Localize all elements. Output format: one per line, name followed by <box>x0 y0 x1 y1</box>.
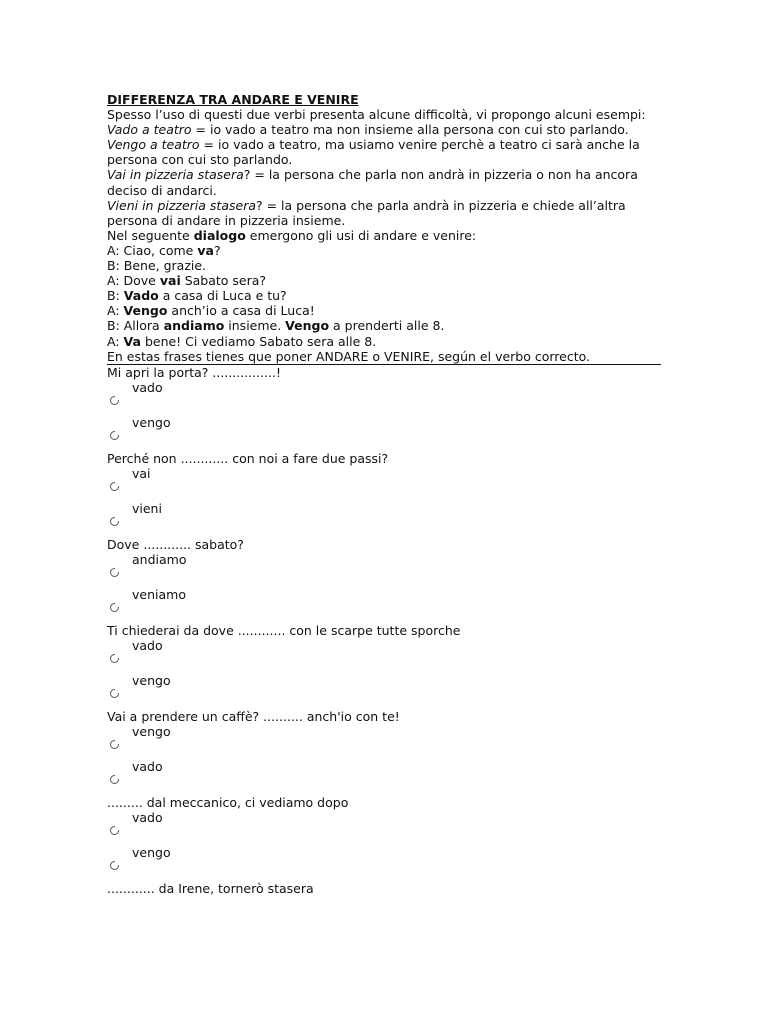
dialog-section <box>107 243 667 349</box>
radio-button[interactable] <box>110 775 119 784</box>
example-line <box>107 122 667 137</box>
dialog-verb: Vengo <box>285 318 330 334</box>
page-title: DIFFERENZA TRA ANDARE E VENIRE <box>107 92 359 107</box>
dialog-line <box>107 288 667 303</box>
dialog-text: a prenderti alle 8. <box>329 318 445 334</box>
example-line: persona di andare in pizzeria insieme. <box>107 212 346 228</box>
question-text: Perché non ............ con noi a fare due passi? <box>107 450 389 466</box>
answer-option-label: vengo <box>132 673 171 689</box>
dialog-verb: vai <box>159 273 181 289</box>
dialog-verb: andiamo <box>163 318 225 334</box>
answer-option-label: vieni <box>132 501 162 517</box>
example-explanation: ? = la persona che parla andrà in pizzeria e chiede all’altra <box>256 197 626 213</box>
answer-option-label: vengo <box>132 723 171 739</box>
answer-option <box>107 759 667 795</box>
dialog-text: A: <box>107 333 124 349</box>
answer-option-label: vado <box>132 637 163 653</box>
dialog-line <box>107 273 667 288</box>
answer-option <box>107 415 667 451</box>
dialog-verb: Vado <box>123 288 159 304</box>
dialog-text: anch’io a casa di Luca! <box>167 303 315 319</box>
answer-option <box>107 810 667 846</box>
question-text: Dove ............ sabato? <box>107 536 244 552</box>
dialog-text: insieme. <box>224 318 286 334</box>
question-block <box>107 451 667 537</box>
answer-option-label: vengo <box>132 845 171 861</box>
answer-option <box>107 380 667 416</box>
dialog-text: B: Allora <box>107 318 164 334</box>
answer-option <box>107 638 667 674</box>
dialog-text: ? <box>213 242 221 258</box>
example-phrase: Vieni in pizzeria stasera <box>107 197 256 213</box>
question-block <box>107 365 667 451</box>
answer-option <box>107 845 667 881</box>
answer-option-label: vado <box>132 809 163 825</box>
answer-option-label: veniamo <box>132 587 186 603</box>
dialog-text: bene! Ci vediamo Sabato sera alle 8. <box>140 333 377 349</box>
example-phrase: Vado a teatro <box>107 122 192 138</box>
radio-button[interactable] <box>110 431 119 440</box>
example-phrase: Vengo a teatro <box>107 137 200 153</box>
example-explanation: = io vado a teatro, ma usiamo venire perchè a teatro ci sarà anche la <box>199 137 640 153</box>
radio-button[interactable] <box>110 740 119 749</box>
example-phrase: Vai in pizzeria stasera <box>107 167 244 183</box>
radio-button[interactable] <box>110 826 119 835</box>
question-text: Mi apri la porta? ................! <box>107 364 281 380</box>
dialog-line <box>107 258 667 273</box>
question-block <box>107 881 667 896</box>
example-explanation: = io vado a teatro ma non insieme alla persona con cui sto parlando. <box>191 122 629 138</box>
dialog-verb: Vengo <box>123 303 168 319</box>
answer-option <box>107 552 667 588</box>
answer-option <box>107 466 667 502</box>
dialog-intro-text-end: emergono gli usi di andare e venire: <box>245 227 477 243</box>
radio-button[interactable] <box>110 689 119 698</box>
question-block <box>107 709 667 795</box>
dialog-text: B: Bene, grazie. <box>107 258 207 274</box>
question-text: ......... dal meccanico, ci vediamo dopo <box>107 794 349 810</box>
example-line <box>107 137 667 152</box>
radio-button[interactable] <box>110 568 119 577</box>
question-text: Ti chiederai da dove ............ con le scarpe tutte sporche <box>107 622 461 638</box>
example-line <box>107 198 667 213</box>
question-block <box>107 537 667 623</box>
question-text: ............ da Irene, tornerò stasera <box>107 880 314 896</box>
example-line <box>107 167 667 182</box>
dialog-verb: va <box>197 242 214 258</box>
question-block <box>107 623 667 709</box>
dialog-line <box>107 334 667 349</box>
intro-text: Spesso l’uso di questi due verbi presenta alcune difficoltà, vi propongo alcuni esempi: <box>107 107 646 123</box>
dialog-text: Sabato sera? <box>180 273 267 289</box>
answer-option <box>107 501 667 537</box>
dialog-intro <box>107 228 667 243</box>
answer-option <box>107 673 667 709</box>
dialog-verb: Va <box>123 333 141 349</box>
radio-button[interactable] <box>110 861 119 870</box>
answer-option-label: andiamo <box>132 551 187 567</box>
dialog-line <box>107 303 667 318</box>
examples-section <box>107 122 667 228</box>
radio-button[interactable] <box>110 482 119 491</box>
dialog-line <box>107 243 667 258</box>
answer-option <box>107 587 667 623</box>
dialog-text: A: Dove <box>107 273 160 289</box>
example-line: deciso di andarci. <box>107 182 217 198</box>
dialog-intro-bold: dialogo <box>193 227 246 243</box>
dialog-text: B: <box>107 288 124 304</box>
radio-button[interactable] <box>110 396 119 405</box>
radio-button[interactable] <box>110 654 119 663</box>
dialog-line <box>107 318 667 333</box>
example-explanation: ? = la persona che parla non andrà in pizzeria o non ha ancora <box>243 167 638 183</box>
question-block <box>107 795 667 881</box>
answer-option-label: vado <box>132 759 163 775</box>
dialog-text: A: Ciao, come <box>107 242 198 258</box>
questions-section <box>107 365 667 896</box>
document-page <box>107 92 667 896</box>
radio-button[interactable] <box>110 517 119 526</box>
dialog-text: a casa di Luca e tu? <box>158 288 287 304</box>
answer-option <box>107 724 667 760</box>
dialog-text: A: <box>107 303 124 319</box>
question-text: Vai a prendere un caffè? .......... anch'io con te! <box>107 708 400 724</box>
answer-option-label: vai <box>132 465 151 481</box>
answer-option-label: vado <box>132 379 163 395</box>
answer-option-label: vengo <box>132 415 171 431</box>
exercise-instruction: En estas frases tienes que poner ANDARE o VENIRE, según el verbo correcto. <box>107 349 661 365</box>
radio-button[interactable] <box>110 603 119 612</box>
dialog-intro-text: Nel seguente <box>107 227 194 243</box>
example-line: persona con cui sto parlando. <box>107 152 293 168</box>
